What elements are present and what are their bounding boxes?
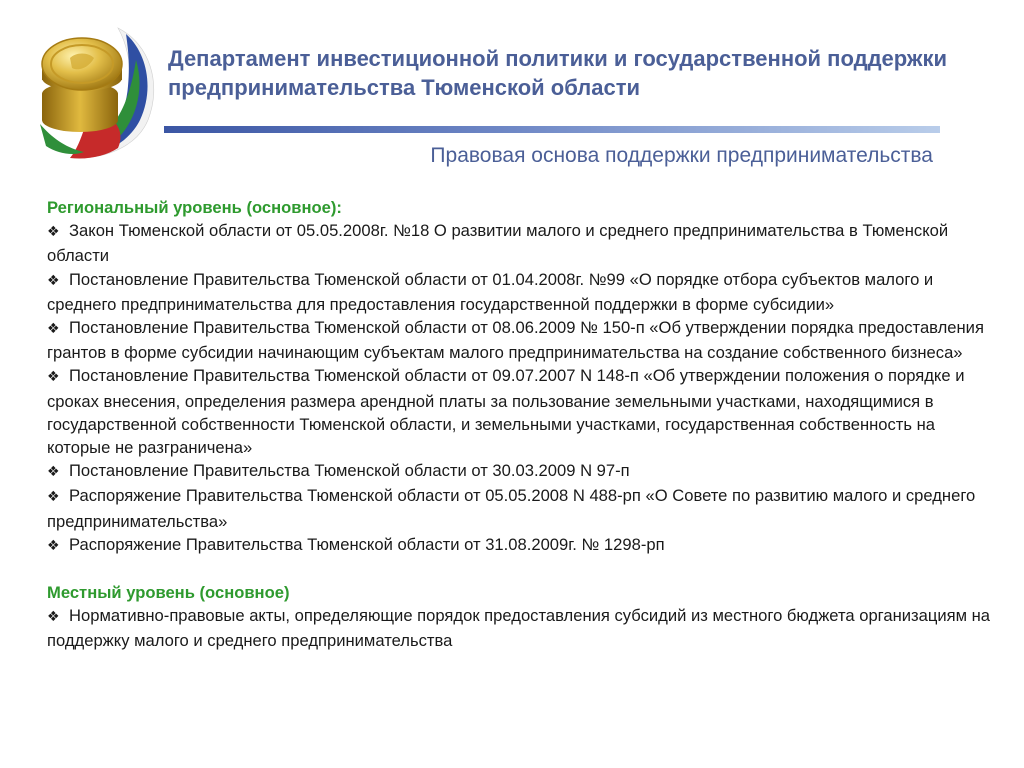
regional-item: ❖ Постановление Правительства Тюменской области от 01.04.2008г. №99 «О порядке отбора субъектов малого и среднего предпринимательства для предоставления государственной поддержки в форме субсидии» xyxy=(47,269,934,314)
bullet-icon: ❖ xyxy=(47,272,60,289)
section-gap xyxy=(47,558,997,581)
regional-item: ❖ Постановление Правительства Тюменской области от 08.06.2009 № 150-п «Об утверждении порядка предоставления грантов в форме субсидии начинающим субъектам малого предпринимательства на создание собственного бизнеса» xyxy=(47,318,984,363)
regional-item: ❖ Распоряжение Правительства Тюменской области от 31.08.2009г. № 1298-рп xyxy=(47,533,997,558)
regional-item: ❖ Постановление Правительства Тюменской области от 09.07.2007 N 148-п «Об утверждении положения о порядке и сроках внесения, определения размера арендной платы за пользование земельными участками, находящимися в государственной собственности Тюменской области, и земельными участками, государственная собственность на которые не разграничена» xyxy=(47,366,965,458)
local-item: ❖ Нормативно-правовые акты, определяющие порядок предоставления субсидий из местного бюджета организациям на поддержку малого и среднего предпринимательства xyxy=(47,606,991,651)
bullet-icon: ❖ xyxy=(47,537,60,554)
slide-subtitle: Правовая основа поддержки предпринимательства xyxy=(430,144,933,167)
header-divider xyxy=(164,126,940,133)
coins-emblem-icon xyxy=(22,20,164,160)
bullet-icon: ❖ xyxy=(47,369,60,386)
bullet-icon: ❖ xyxy=(47,321,60,338)
regional-item: ❖ Постановление Правительства Тюменской области от 30.03.2009 N 97-п xyxy=(47,459,997,484)
local-level-heading: Местный уровень (основное) xyxy=(47,583,290,603)
department-title: Департамент инвестиционной политики и государственной поддержки предпринимательства Тюменской области xyxy=(168,46,948,100)
bullet-icon: ❖ xyxy=(47,224,60,241)
bullet-icon: ❖ xyxy=(47,489,60,506)
regional-level-heading: Региональный уровень (основное): xyxy=(47,198,342,217)
regional-item: ❖ Распоряжение Правительства Тюменской области от 05.05.2008 N 488-рп «О Совете по развитию малого и среднего предпринимательства» xyxy=(47,486,976,531)
slide-content xyxy=(47,196,997,653)
bullet-icon: ❖ xyxy=(47,609,60,626)
bullet-icon: ❖ xyxy=(47,464,60,481)
regional-item: ❖ Закон Тюменской области от 05.05.2008г. №18 О развитии малого и среднего предпринимательства в Тюменской области xyxy=(47,221,949,266)
